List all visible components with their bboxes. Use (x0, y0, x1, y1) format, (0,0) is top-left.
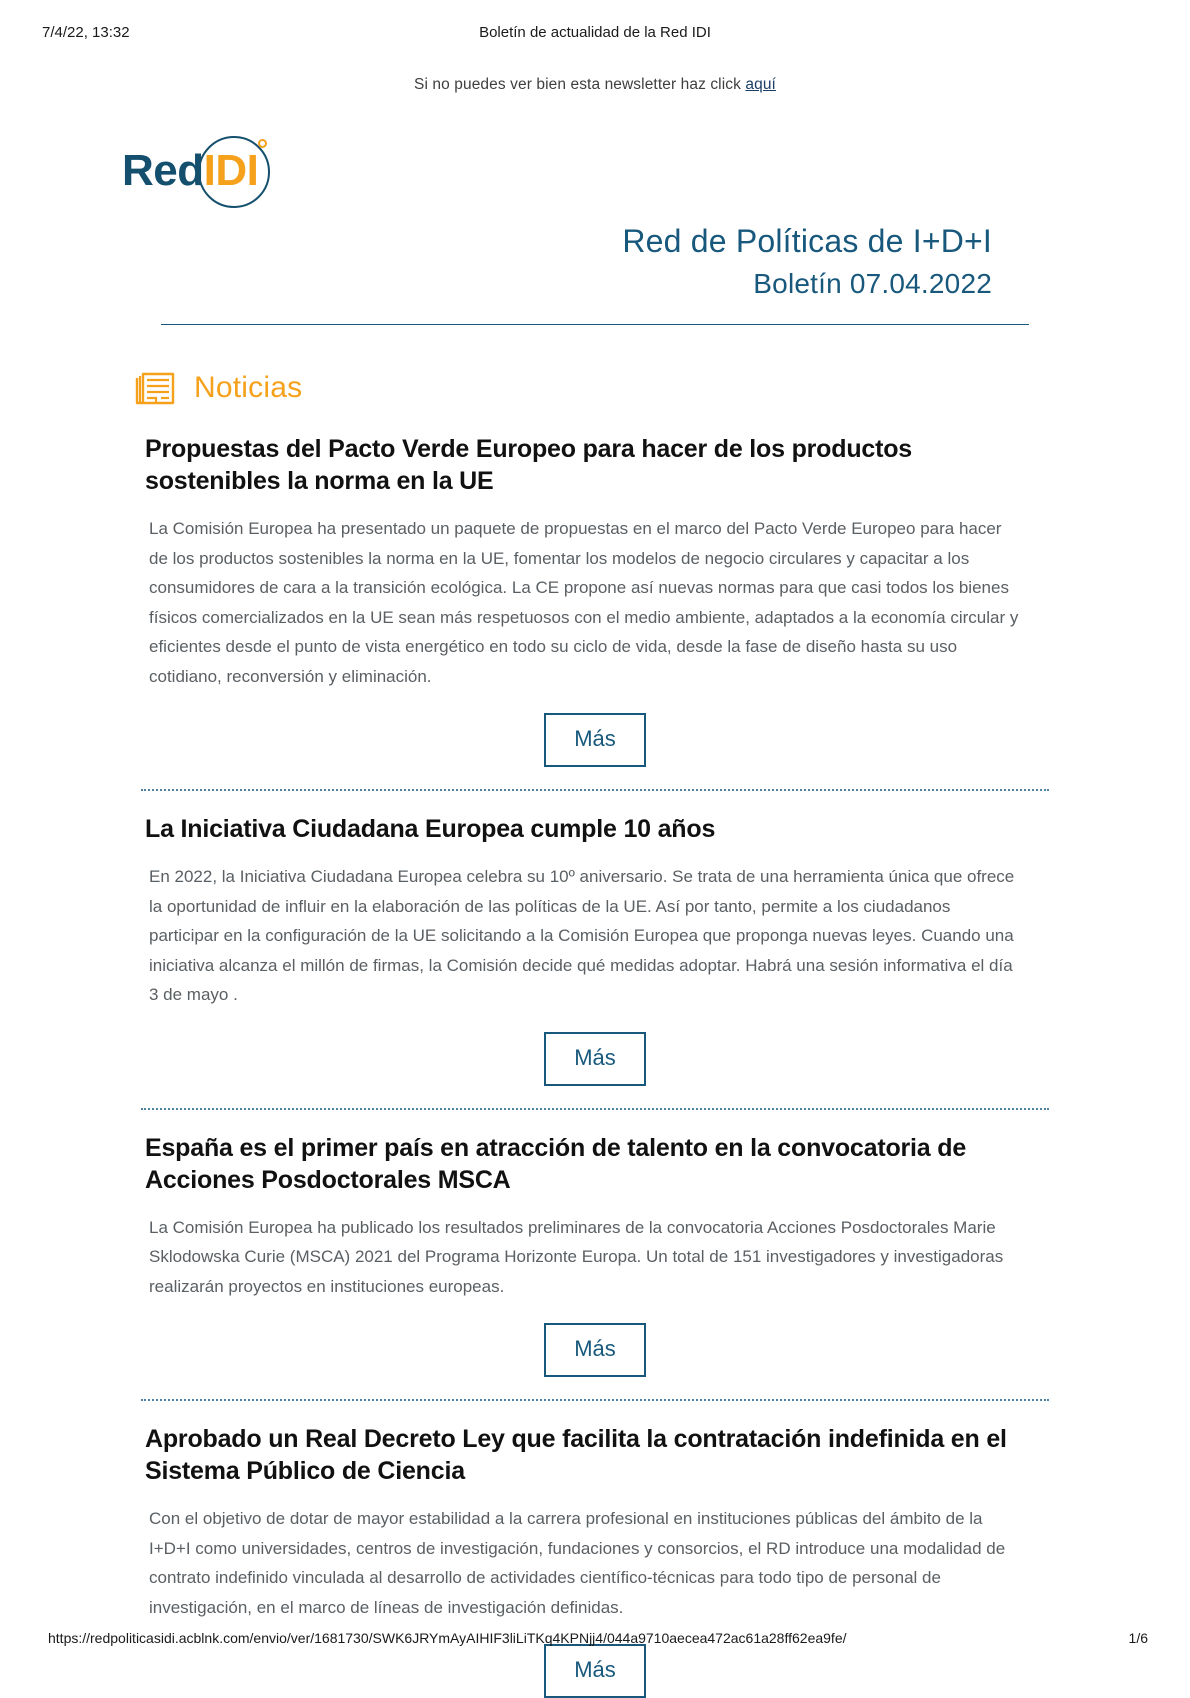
article-item (141, 1401, 1049, 1698)
article-item (141, 1110, 1049, 1378)
article-action-row (141, 1644, 1049, 1698)
more-button[interactable]: Más (544, 1032, 646, 1086)
preheader-webversion-link[interactable]: aquí (745, 76, 776, 93)
print-timestamp: 7/4/22, 13:32 (42, 24, 130, 41)
masthead-title: Red de Políticas de I+D+I (622, 223, 992, 259)
section-label: Noticias (194, 371, 303, 404)
masthead (0, 220, 1190, 304)
preheader-line (0, 76, 1190, 94)
header-divider (161, 324, 1029, 325)
more-button[interactable]: Más (544, 1323, 646, 1377)
article-action-row (141, 1032, 1049, 1086)
print-page-number: 1/6 (1128, 1630, 1148, 1646)
article-divider (141, 1397, 1049, 1401)
print-footer (0, 1630, 1190, 1648)
article-item (141, 791, 1049, 1086)
article-action-row (141, 713, 1049, 767)
article-divider (141, 1106, 1049, 1110)
logo-area (0, 128, 1190, 214)
article-item (141, 433, 1049, 767)
article-action-row (141, 1323, 1049, 1377)
more-button[interactable]: Más (544, 713, 646, 767)
more-button[interactable]: Más (544, 1644, 646, 1698)
article-body: Con el objetivo de dotar de mayor estabilidad a la carrera profesional en instituciones públicas del ámbito de la I+D+I como universidades, centros de investigación, fundaciones y consorcios, el RD introduce una modalidad de contrato indefinido vinculada al desarrollo de actividades científico-técnicas para todo tipo de personal de investigación, en el marco de líneas de investigación definidas. (149, 1509, 1006, 1617)
preheader-text: Si no puedes ver bien esta newsletter haz click (414, 76, 746, 93)
print-document-title: Boletín de actualidad de la Red IDI (479, 24, 711, 41)
logo-dot-icon (258, 139, 267, 148)
print-source-url: https://redpoliticasidi.acblnk.com/envio/ver/1681730/SWK6JRYmAyAIHIF3liLiTKq4KPNjj4/044a9710aecea472ac61a28ff62ea9fe/ (48, 1630, 847, 1646)
article-title[interactable]: Propuestas del Pacto Verde Europeo para hacer de los productos sostenibles la norma en la UE (145, 435, 912, 495)
logo-text-idi: IDI (203, 146, 259, 195)
article-divider (141, 787, 1049, 791)
article-body: En 2022, la Iniciativa Ciudadana Europea celebra su 10º aniversario. Se trata de una herramienta única que ofrece la oportunidad de influir en la elaboración de las políticas de la UE. Así por tanto, permite a los ciudadanos participar en la configuración de la UE solicitando a la Comisión Europea que proponga nuevas leyes. Cuando una iniciativa alcanza el millón de firmas, la Comisión decide qué medidas adoptar. Habrá una sesión informativa el día 3 de mayo . (149, 867, 1015, 1004)
logo-text-red: Red (122, 146, 204, 195)
newspaper-icon (134, 369, 176, 407)
articles-list (141, 433, 1049, 1698)
redidi-logo[interactable] (122, 128, 292, 214)
article-body: La Comisión Europea ha presentado un paquete de propuestas en el marco del Pacto Verde Europeo para hacer de los productos sostenibles la norma en la UE, fomentar los modelos de negocio circulares y capacitar a los consumidores de cara a la transición ecológica. La CE propone así nuevas normas para que casi todos los bienes físicos comercializados en la UE sean más respetuosos con el medio ambiente, adaptados a la economía circular y eficientes desde el punto de vista energético en todo su ciclo de vida, desde la fase de diseño hasta su uso cotidiano, reconversión y eliminación. (149, 519, 1019, 686)
article-title[interactable]: España es el primer país en atracción de talento en la convocatoria de Acciones Posdoctorales MSCA (145, 1133, 967, 1194)
section-header-noticias (134, 369, 1190, 407)
article-title[interactable]: Aprobado un Real Decreto Ley que facilita la contratación indefinida en el Sistema Público de Ciencia (145, 1425, 1007, 1485)
article-title[interactable]: La Iniciativa Ciudadana Europea cumple 10 años (145, 815, 716, 843)
logo-wordmark (122, 146, 259, 195)
masthead-subtitle: Boletín 07.04.2022 (753, 268, 992, 299)
article-body: La Comisión Europea ha publicado los resultados preliminares de la convocatoria Acciones Posdoctorales Marie Sklodowska Curie (MSCA) 2021 del Programa Horizonte Europa. Un total de 151 investigadores y investigadoras realizarán proyectos en instituciones europeas. (149, 1217, 1004, 1296)
